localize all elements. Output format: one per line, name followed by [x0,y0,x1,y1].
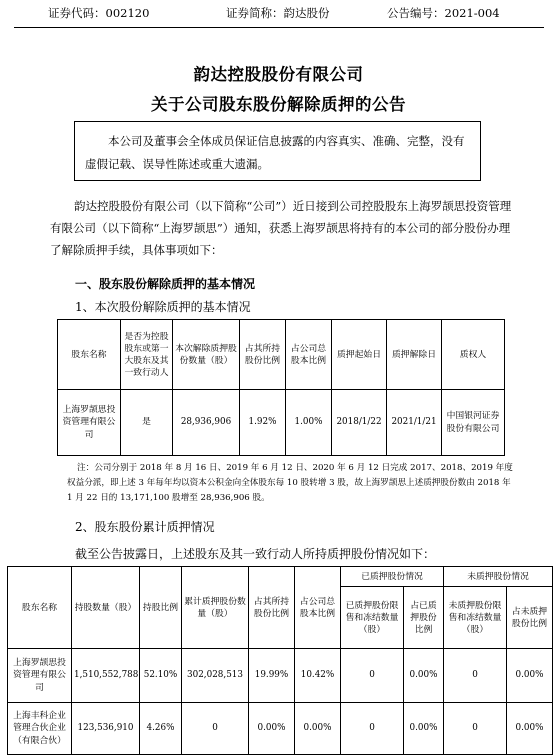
cell-unpledged-frozen: 0 [444,703,507,755]
col-shareholder: 股东名称 [8,567,72,649]
cell-cumulative-pledged: 0 [182,703,249,755]
col-of-total: 占公司总股本比例 [295,567,341,649]
cell-pledged-pct: 0.00% [404,703,444,755]
cell-holding: 1,510,552,788 [72,649,140,703]
cell-released-shares: 28,936,906 [173,390,240,456]
cell-of-total: 0.00% [295,703,341,755]
group-unpledged: 未质押股份情况 [444,567,553,587]
col-pledged-frozen: 已质押股份限售和冻结数量（股） [341,587,404,649]
col-of-holding: 占其所持股份比例 [249,567,295,649]
cell-pledged-pct: 0.00% [404,649,444,703]
cell-of-total: 10.42% [295,649,341,703]
cell-release-date: 2021/1/21 [387,390,442,456]
cell-unpledged-pct: 0.00% [507,649,553,703]
col-shareholder: 股东名称 [58,320,121,390]
header-divider [14,27,544,28]
table-row [8,703,553,755]
notice-text: 本公司及董事会全体成员保证信息披露的内容真实、准确、完整，没有虚假记载、误导性陈述或重大遗漏。 [85,134,465,171]
subsection1-heading: 1、本次股份解除质押的基本情况 [75,300,251,314]
cell-unpledged-pct: 0.00% [507,703,553,755]
col-holding-ratio: 持股比例 [140,567,182,649]
col-of-total: 占公司总股本比例 [286,320,332,390]
cell-holding-ratio: 4.26% [140,703,182,755]
section1-heading: 一、股东股份解除质押的基本情况 [75,277,256,291]
announcement-title: 关于公司股东股份解除质押的公告 [151,95,406,114]
col-release-date: 质押解除日 [387,320,442,390]
table-row [58,390,505,456]
cell-shareholder: 上海罗颉思投资管理有限公司 [58,390,121,456]
cell-of-total: 1.00% [286,390,332,456]
subsection2-intro: 截至公告披露日，上述股东及其一致行动人所持质押股份情况如下： [75,547,436,561]
cell-shareholder: 上海丰科企业管理合伙企业（有限合伙） [8,703,72,755]
cell-pledgee: 中国银河证券股份有限公司 [442,390,505,456]
table-row [8,649,553,703]
intro-paragraph: 韵达控股股份有限公司（以下简称“公司”）近日接到公司控股股东上海罗颉思投资管理有限公司（以下简称“上海罗颉思”）通知，获悉上海罗颉思将持有的本公司的部分股份办理了解除质押手续，具体事项如下： [50,199,512,257]
notice-box [74,121,481,181]
cell-holding: 123,536,910 [72,703,140,755]
stock-abbr: 证券简称：韵达股份 [226,6,330,20]
col-unpledged-frozen: 未质押股份限售和冻结数量（股） [444,587,507,649]
cell-pledged-frozen: 0 [341,649,404,703]
stock-code: 证券代码：002120 [48,6,150,20]
cell-of-holding: 1.92% [240,390,286,456]
col-holding: 持股数量（股） [72,567,140,649]
col-released-shares: 本次解除质押股份数量（股） [173,320,240,390]
col-pledgee: 质权人 [442,320,505,390]
col-is-controlling: 是否为控股股东或第一大股东及其一致行动人 [121,320,173,390]
cell-holding-ratio: 52.10% [140,649,182,703]
col-unpledged-pct: 占未质押股份比例 [507,587,553,649]
cell-of-holding: 19.99% [249,649,295,703]
col-cumulative-pledged: 累计质押股份数量（股） [182,567,249,649]
group-pledged: 已质押股份情况 [341,567,444,587]
cumulative-pledge-table [7,566,553,755]
cell-pledged-frozen: 0 [341,703,404,755]
cell-is-controlling: 是 [121,390,173,456]
announcement-no: 公告编号：2021-004 [387,6,500,20]
cell-cumulative-pledged: 302,028,513 [182,649,249,703]
cell-start-date: 2018/1/22 [332,390,387,456]
footnote: 注：公司分别于 2018 年 8 月 16 日、2019 年 6 月 12 日、2020 年 6 月 12 日完成 2017、2018、2019 年度权益分派，即上述 3 年每年均以资本公积金向全体股东每 10 股转增 3 股，故上海罗颉思上述质押股份数由 2018 年 1 月 22 日的 13,171,100 股增至 28,936,906 股。 [67,463,513,503]
cell-of-holding: 0.00% [249,703,295,755]
subsection2-heading: 2、股东股份累计质押情况 [75,520,215,534]
cell-unpledged-frozen: 0 [444,649,507,703]
release-table [57,319,505,456]
cell-shareholder: 上海罗颉思投资管理有限公司 [8,649,72,703]
col-of-holding: 占其所持股份比例 [240,320,286,390]
release-table-header [58,320,505,390]
col-pledged-pct: 占已质押股份比例 [404,587,444,649]
col-start-date: 质押起始日 [332,320,387,390]
cumulative-table-header-top [8,567,553,587]
company-title: 韵达控股股份有限公司 [193,65,364,84]
